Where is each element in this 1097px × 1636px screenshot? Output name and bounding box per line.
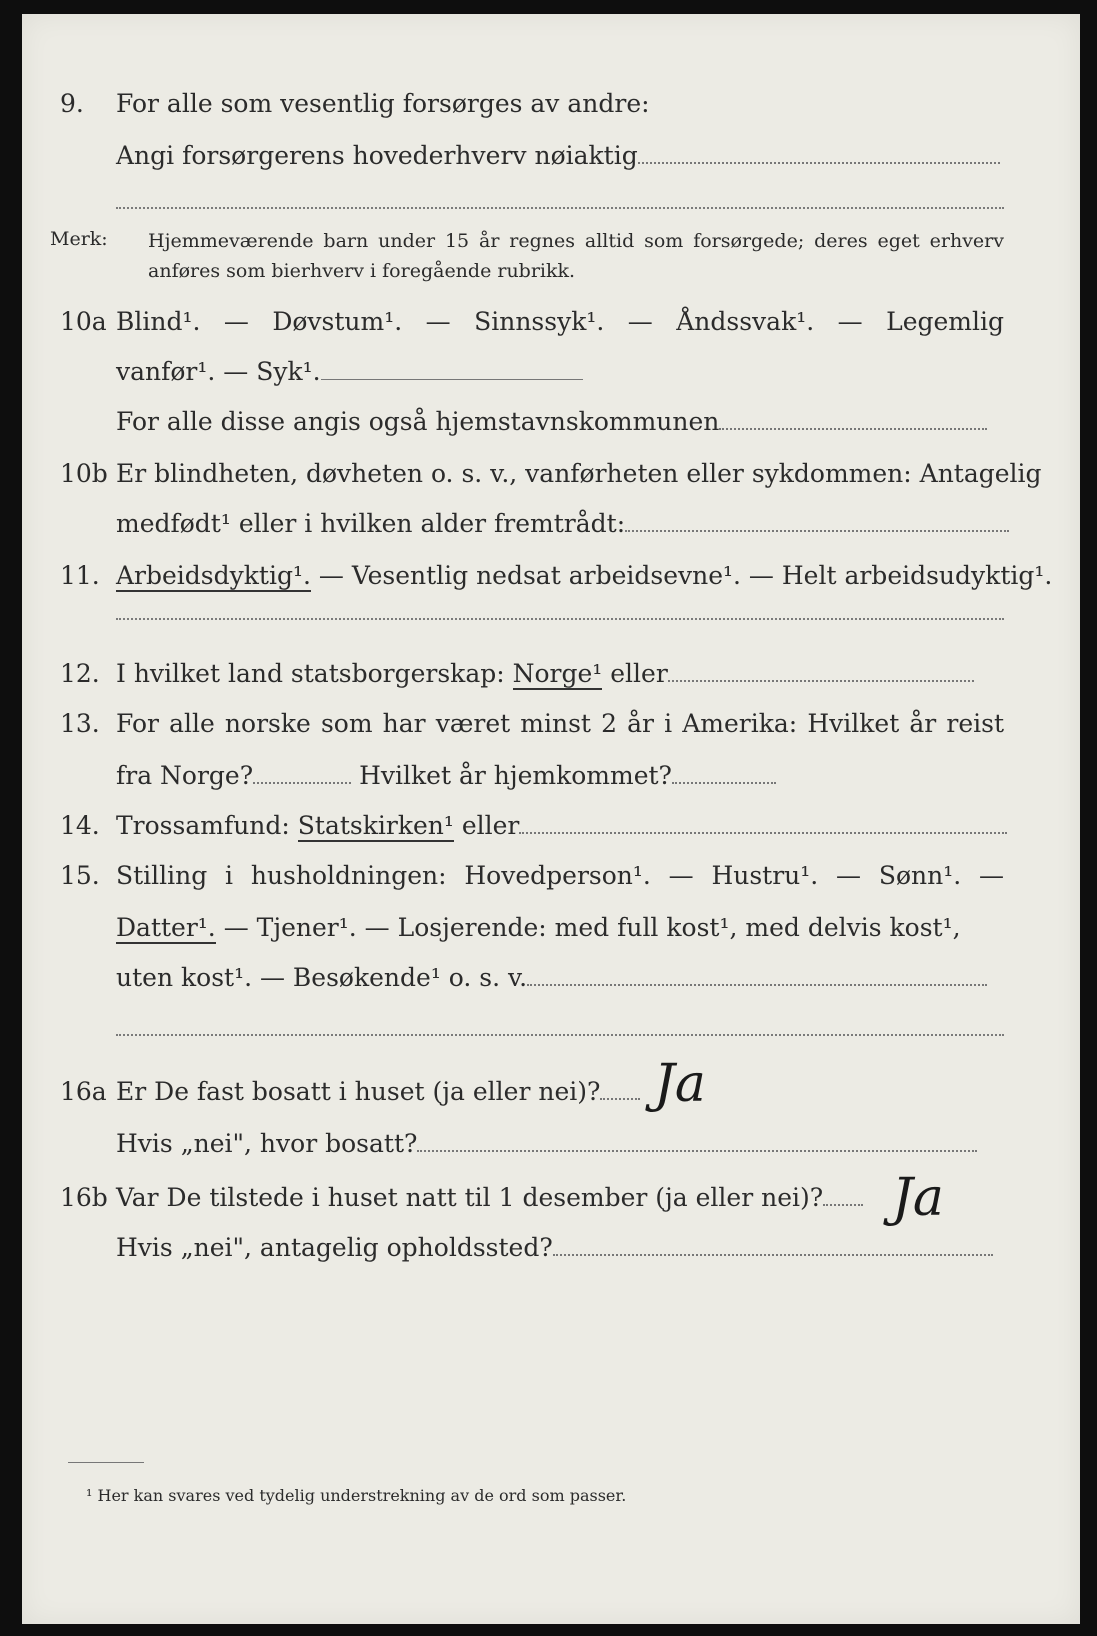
q10a-line-3-wrap [116, 402, 1004, 442]
q16a-line-2: Hvis „nei", hvor bosatt? [116, 1129, 418, 1158]
q15-row-1 [22, 856, 1080, 896]
q14-number: 14. [60, 811, 100, 840]
merk-line-2: anføres som bierhverv i foregående rubrikk. [148, 260, 576, 282]
q16b-line-1-wrap [116, 1178, 1004, 1218]
q13-line-2 [116, 756, 1004, 796]
q10a-row-3 [22, 402, 1080, 442]
q9-line-1: For alle som vesentlig forsørges av andre: [116, 89, 650, 118]
q10a-line-2-wrap [116, 352, 1004, 392]
q16a-bosatt-field[interactable] [417, 1136, 977, 1152]
q13-row-1 [22, 704, 1080, 744]
q9-answer-field[interactable] [638, 148, 1000, 164]
q14-answer-field[interactable] [519, 818, 1007, 834]
q11-line-rest: — Vesentlig nedsat arbeidsevne¹. — Helt arbeidsudyktig¹. [310, 561, 1053, 590]
q16a-line-1: Er De fast bosatt i huset (ja eller nei)? [116, 1077, 601, 1106]
q10b-number: 10b [60, 459, 108, 488]
q11-line [116, 556, 1053, 596]
footnote: ¹ Her kan svares ved tydelig understrekning av de ord som passer. [86, 1486, 627, 1505]
q10a-number: 10a [60, 307, 107, 336]
q13-reist-field[interactable] [253, 768, 351, 784]
q13-hjemkommet-field[interactable] [672, 768, 776, 784]
q10b-line-1: Er blindheten, døvheten o. s. v., vanførheten eller sykdommen: Antagelig [116, 459, 1042, 488]
q13-line-1: For alle norske som har været minst 2 år i Amerika: Hvilket år reist [116, 709, 1004, 738]
q16a-handwritten-answer: Ja [654, 1054, 706, 1114]
q10b-row-2 [22, 504, 1080, 544]
q16a-line-2-wrap [116, 1124, 1004, 1164]
q10b-line-2: medfødt¹ eller i hvilken alder fremtrådt: [116, 509, 626, 538]
q11-row [22, 556, 1080, 596]
q14-line [116, 806, 1004, 846]
q16a-line-1-wrap [116, 1072, 1004, 1112]
q9-row-2 [22, 136, 1080, 176]
q10a-line-3: For alle disse angis også hjemstavnskommunen [116, 407, 720, 436]
q16b-line-2-wrap [116, 1228, 1004, 1268]
q16a-row-2 [22, 1124, 1080, 1164]
q14-post: eller [453, 811, 520, 840]
q16a-row-1 [22, 1072, 1080, 1112]
q16b-row-2 [22, 1228, 1080, 1268]
merk-line-1: Hjemmeværende barn under 15 år regnes alltid som forsørgede; deres eget erhverv [148, 230, 1004, 252]
q12-line [116, 654, 1004, 694]
q15-row-3 [22, 958, 1080, 998]
q10a-line-2: vanfør¹. — Syk¹. [116, 357, 321, 386]
q10a-row-1 [22, 302, 1080, 342]
merk-note [148, 226, 1004, 286]
q16b-line-1: Var De tilstede i huset natt til 1 desember (ja eller nei)? [116, 1183, 824, 1212]
q16a-answer-field[interactable] [600, 1084, 640, 1100]
q9-line-2: Angi forsørgerens hovederhverv nøiaktig [116, 141, 638, 170]
q16b-answer-field[interactable] [823, 1190, 863, 1206]
q12-answer-field[interactable] [668, 666, 974, 682]
q15-row-2 [22, 908, 1080, 948]
q11-option-arbeidsdyktig[interactable]: Arbeidsdyktig¹. [116, 561, 311, 590]
q15-line-3: uten kost¹. — Besøkende¹ o. s. v. [116, 963, 528, 992]
q10a-kommune-field[interactable] [719, 414, 987, 430]
q9-line-2-wrap [116, 136, 1004, 176]
q12-pre: I hvilket land statsborgerskap: [116, 659, 513, 688]
q12-row [22, 654, 1080, 694]
q15-answer-field[interactable] [527, 970, 987, 986]
q16b-handwritten-answer: Ja [892, 1168, 944, 1228]
q14-row [22, 806, 1080, 846]
q12-option-norge[interactable]: Norge¹ [512, 659, 603, 688]
q15-option-datter[interactable]: Datter¹. [116, 913, 216, 942]
q10a-syk-field[interactable] [321, 365, 583, 380]
census-form-page [22, 14, 1080, 1624]
q11-number: 11. [60, 561, 100, 590]
q10b-row-1 [22, 454, 1080, 494]
q14-option-statskirken[interactable]: Statskirken¹ [297, 811, 454, 840]
q16b-opholdssted-field[interactable] [553, 1240, 993, 1256]
q10a-row-2 [22, 352, 1080, 392]
q10b-line-2-wrap [116, 504, 1004, 544]
q11-answer-line[interactable] [116, 618, 1004, 620]
q16b-line-2: Hvis „nei", antagelig opholdssted? [116, 1233, 553, 1262]
q15-line-2 [116, 908, 1004, 948]
merk-label: Merk: [50, 228, 108, 250]
q13-line-2b: Hvilket år hjemkommet? [351, 761, 672, 790]
q14-pre: Trossamfund: [116, 811, 298, 840]
q13-number: 13. [60, 709, 100, 738]
q10a-line-1: Blind¹. — Døvstum¹. — Sinnssyk¹. — Åndssvak¹. — Legemlig [116, 307, 1004, 336]
q15-answer-line[interactable] [116, 1034, 1004, 1036]
q13-row-2 [22, 756, 1080, 796]
q9-row-1 [22, 84, 1080, 124]
footnote-rule [68, 1462, 144, 1463]
q15-line-2b: — Tjener¹. — Losjerende: med full kost¹, med delvis kost¹, [215, 913, 961, 942]
q9-answer-line[interactable] [116, 207, 1004, 209]
q10b-answer-field[interactable] [625, 516, 1009, 532]
q16a-number: 16a [60, 1077, 107, 1106]
q15-number: 15. [60, 861, 100, 890]
q15-line-1: Stilling i husholdningen: Hovedperson¹. — Hustru¹. — Sønn¹. — [116, 861, 1004, 890]
q12-post: eller [602, 659, 668, 688]
q9-number: 9. [60, 89, 84, 118]
q12-number: 12. [60, 659, 100, 688]
q15-line-3-wrap [116, 958, 1004, 998]
q13-line-2a: fra Norge? [116, 761, 254, 790]
q16b-number: 16b [60, 1183, 108, 1212]
